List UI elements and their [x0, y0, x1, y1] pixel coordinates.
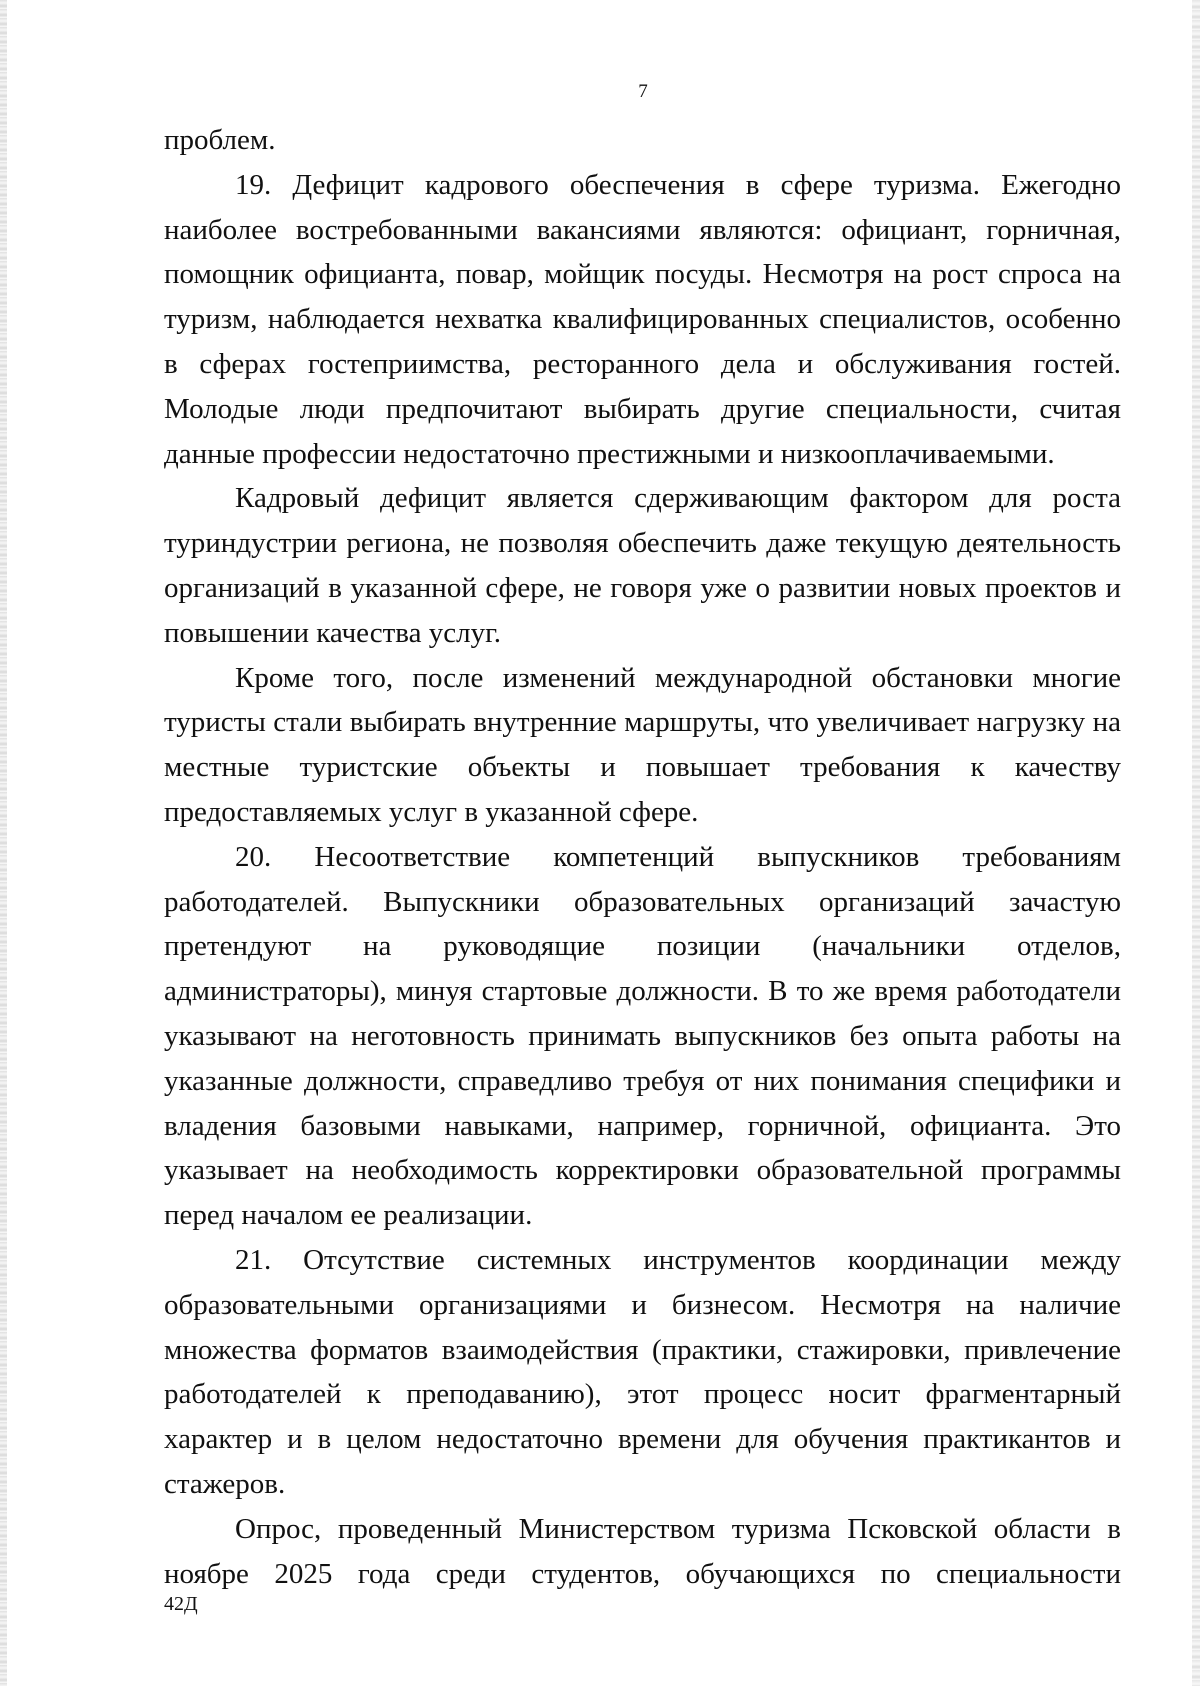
document-body	[164, 118, 1121, 1596]
page-number: 7	[638, 81, 648, 102]
paragraph-continuation: проблем.	[164, 124, 276, 156]
paragraph-item-19: 19. Дефицит кадрового обеспечения в сфере туризма. Ежегодно наиболее востребованными вакансиями являются: официант, горничная, помощник официанта, повар, мойщик посуды. Несмотря на рост спроса на туризм, наблюдается нехватка квалифицированных специалистов, особенно в сферах гостеприимства, ресторанного дела и обслуживания гостей. Молодые люди предпочитают выбирать другие специальности, считая данные профессии недостаточно престижными и низкооплачиваемыми.	[164, 168, 1121, 470]
paragraph-item-20: 20. Несоответствие компетенций выпускников требованиям работодателей. Выпускники образовательных организаций зачастую претендуют на руководящие позиции (начальники отделов, администраторы), минуя стартовые должности. В то же время работодатели указывают на неготовность принимать выпускников без опыта работы на указанные должности, справедливо требуя от них понимания специфики и владения базовыми навыками, например, горничной, официанта. Это указывает на необходимость корректировки образовательной программы перед началом ее реализации.	[164, 840, 1121, 1232]
scan-edge-right	[1192, 0, 1200, 1686]
paragraph-survey: Опрос, проведенный Министерством туризма Псковской области в ноябре 2025 года среди студентов, обучающихся по специальности	[164, 1512, 1121, 1590]
paragraph-staff-deficit: Кадровый дефицит является сдерживающим фактором для роста туриндустрии региона, не позволяя обеспечить даже текущую деятельность организаций в указанной сфере, не говоря уже о развитии новых проектов и повышении качества услуг.	[164, 482, 1121, 649]
paragraph-item-21: 21. Отсутствие системных инструментов координации между образовательными организациями и бизнесом. Несмотря на наличие множества форматов взаимодействия (практики, стажировки, привлечение работодателей к преподаванию), этот процесс носит фрагментарный характер и в целом недостаточно времени для обучения практикантов и стажеров.	[164, 1243, 1121, 1500]
document-code: 42Д	[164, 1593, 198, 1615]
scan-edge-left	[0, 0, 7, 1686]
paragraph-domestic-tourism: Кроме того, после изменений международной обстановки многие туристы стали выбирать внутренние маршруты, что увеличивает нагрузку на местные туристские объекты и повышает требования к качеству предоставляемых услуг в указанной сфере.	[164, 661, 1121, 828]
